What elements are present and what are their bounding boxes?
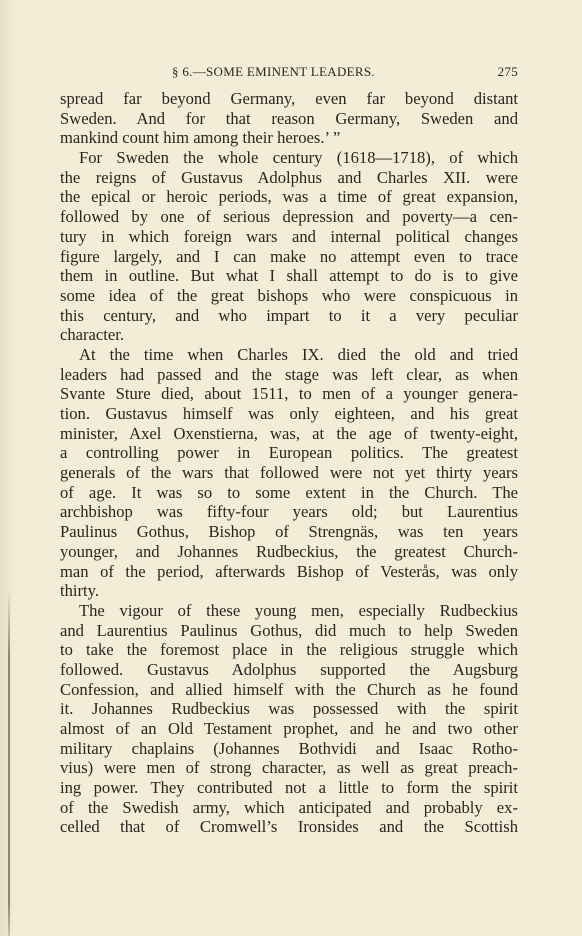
binding-gutter-line [8,590,10,936]
text-line: it. Johannes Rudbeckius was possessed with the spirit [60,699,518,719]
text-line: almost of an Old Testament prophet, and he and two other [60,719,518,738]
text-line: man of the period, afterwards Bishop of Vesterås, was only [60,561,518,581]
running-head: § 6.—SOME EMINENT LEADERS. [172,64,375,79]
page-edge-shadow [0,0,14,936]
page-number: 275 [497,64,518,79]
text-line: character. [60,325,125,345]
text-line: ing power. They contributed not a little to form the spirit [60,778,518,798]
text-line: Sweden. And for that reason Germany, Sweden and [60,108,518,128]
text-line: celled that of Cromwell’s Ironsides and the Scottish [60,817,518,837]
text-line: thirty. [60,581,100,601]
text-line: The vigour of these young men, especially Rudbeckius [79,600,518,620]
text-line: of age. It was so to some extent in the Church. The [60,482,518,502]
page-header [60,64,518,82]
text-line: a controlling power in European politics. The greatest [60,443,518,463]
text-line: and Laurentius Paulinus Gothus, did much to help Sweden [60,620,518,640]
text-line: younger, and Johannes Rudbeckius, the greatest Church- [60,541,518,561]
text-line: followed. Gustavus Adolphus supported the Augsburg [60,659,518,679]
text-line: some idea of the great bishops who were conspicuous in [60,285,518,305]
text-line: Confession, and allied himself with the Church as he found [60,679,518,699]
text-line: mankind count him among their heroes.’ ” [60,128,341,148]
text-line: For Sweden the whole century (1618—1718), of which [79,148,518,168]
text-line: tion. Gustavus himself was only eighteen, and his great [60,404,518,423]
text-line: the reigns of Gustavus Adolphus and Charles XII. were [60,167,518,187]
text-line: the epical or heroic periods, was a time of great expansion, [60,187,518,207]
text-line: spread far beyond Germany, even far beyond distant [60,89,518,108]
text-line: vius) were men of strong character, as well as great preach- [60,758,518,778]
text-line: figure largely, and I can make no attempt even to trace [60,246,518,266]
text-line: followed by one of serious depression and poverty—a cen- [60,207,518,227]
text-line: minister, Axel Oxenstierna, was, at the age of twenty-eight, [60,423,518,443]
text-line: leaders had passed and the stage was left clear, as when [60,364,518,384]
body-text [60,89,518,837]
text-line: generals of the wars that followed were not yet thirty years [60,463,518,483]
text-line: military chaplains (Johannes Bothvidi and Isaac Rotho- [60,738,518,758]
text-line: to take the foremost place in the religious struggle which [60,640,518,660]
text-line: Paulinus Gothus, Bishop of Strengnäs, was ten years [60,522,518,542]
text-line: Svante Sture died, about 1511, to men of a younger genera- [60,384,518,404]
text-line: tury in which foreign wars and internal political changes [60,226,518,246]
text-line: this century, and who impart to it a very peculiar [60,305,518,325]
text-line: them in outline. But what I shall attempt to do is to give [60,266,518,286]
text-line: archbishop was fifty-four years old; but Laurentius [60,502,518,522]
text-line: At the time when Charles IX. died the old and tried [79,344,518,364]
text-line: of the Swedish army, which anticipated and probably ex- [60,797,518,817]
